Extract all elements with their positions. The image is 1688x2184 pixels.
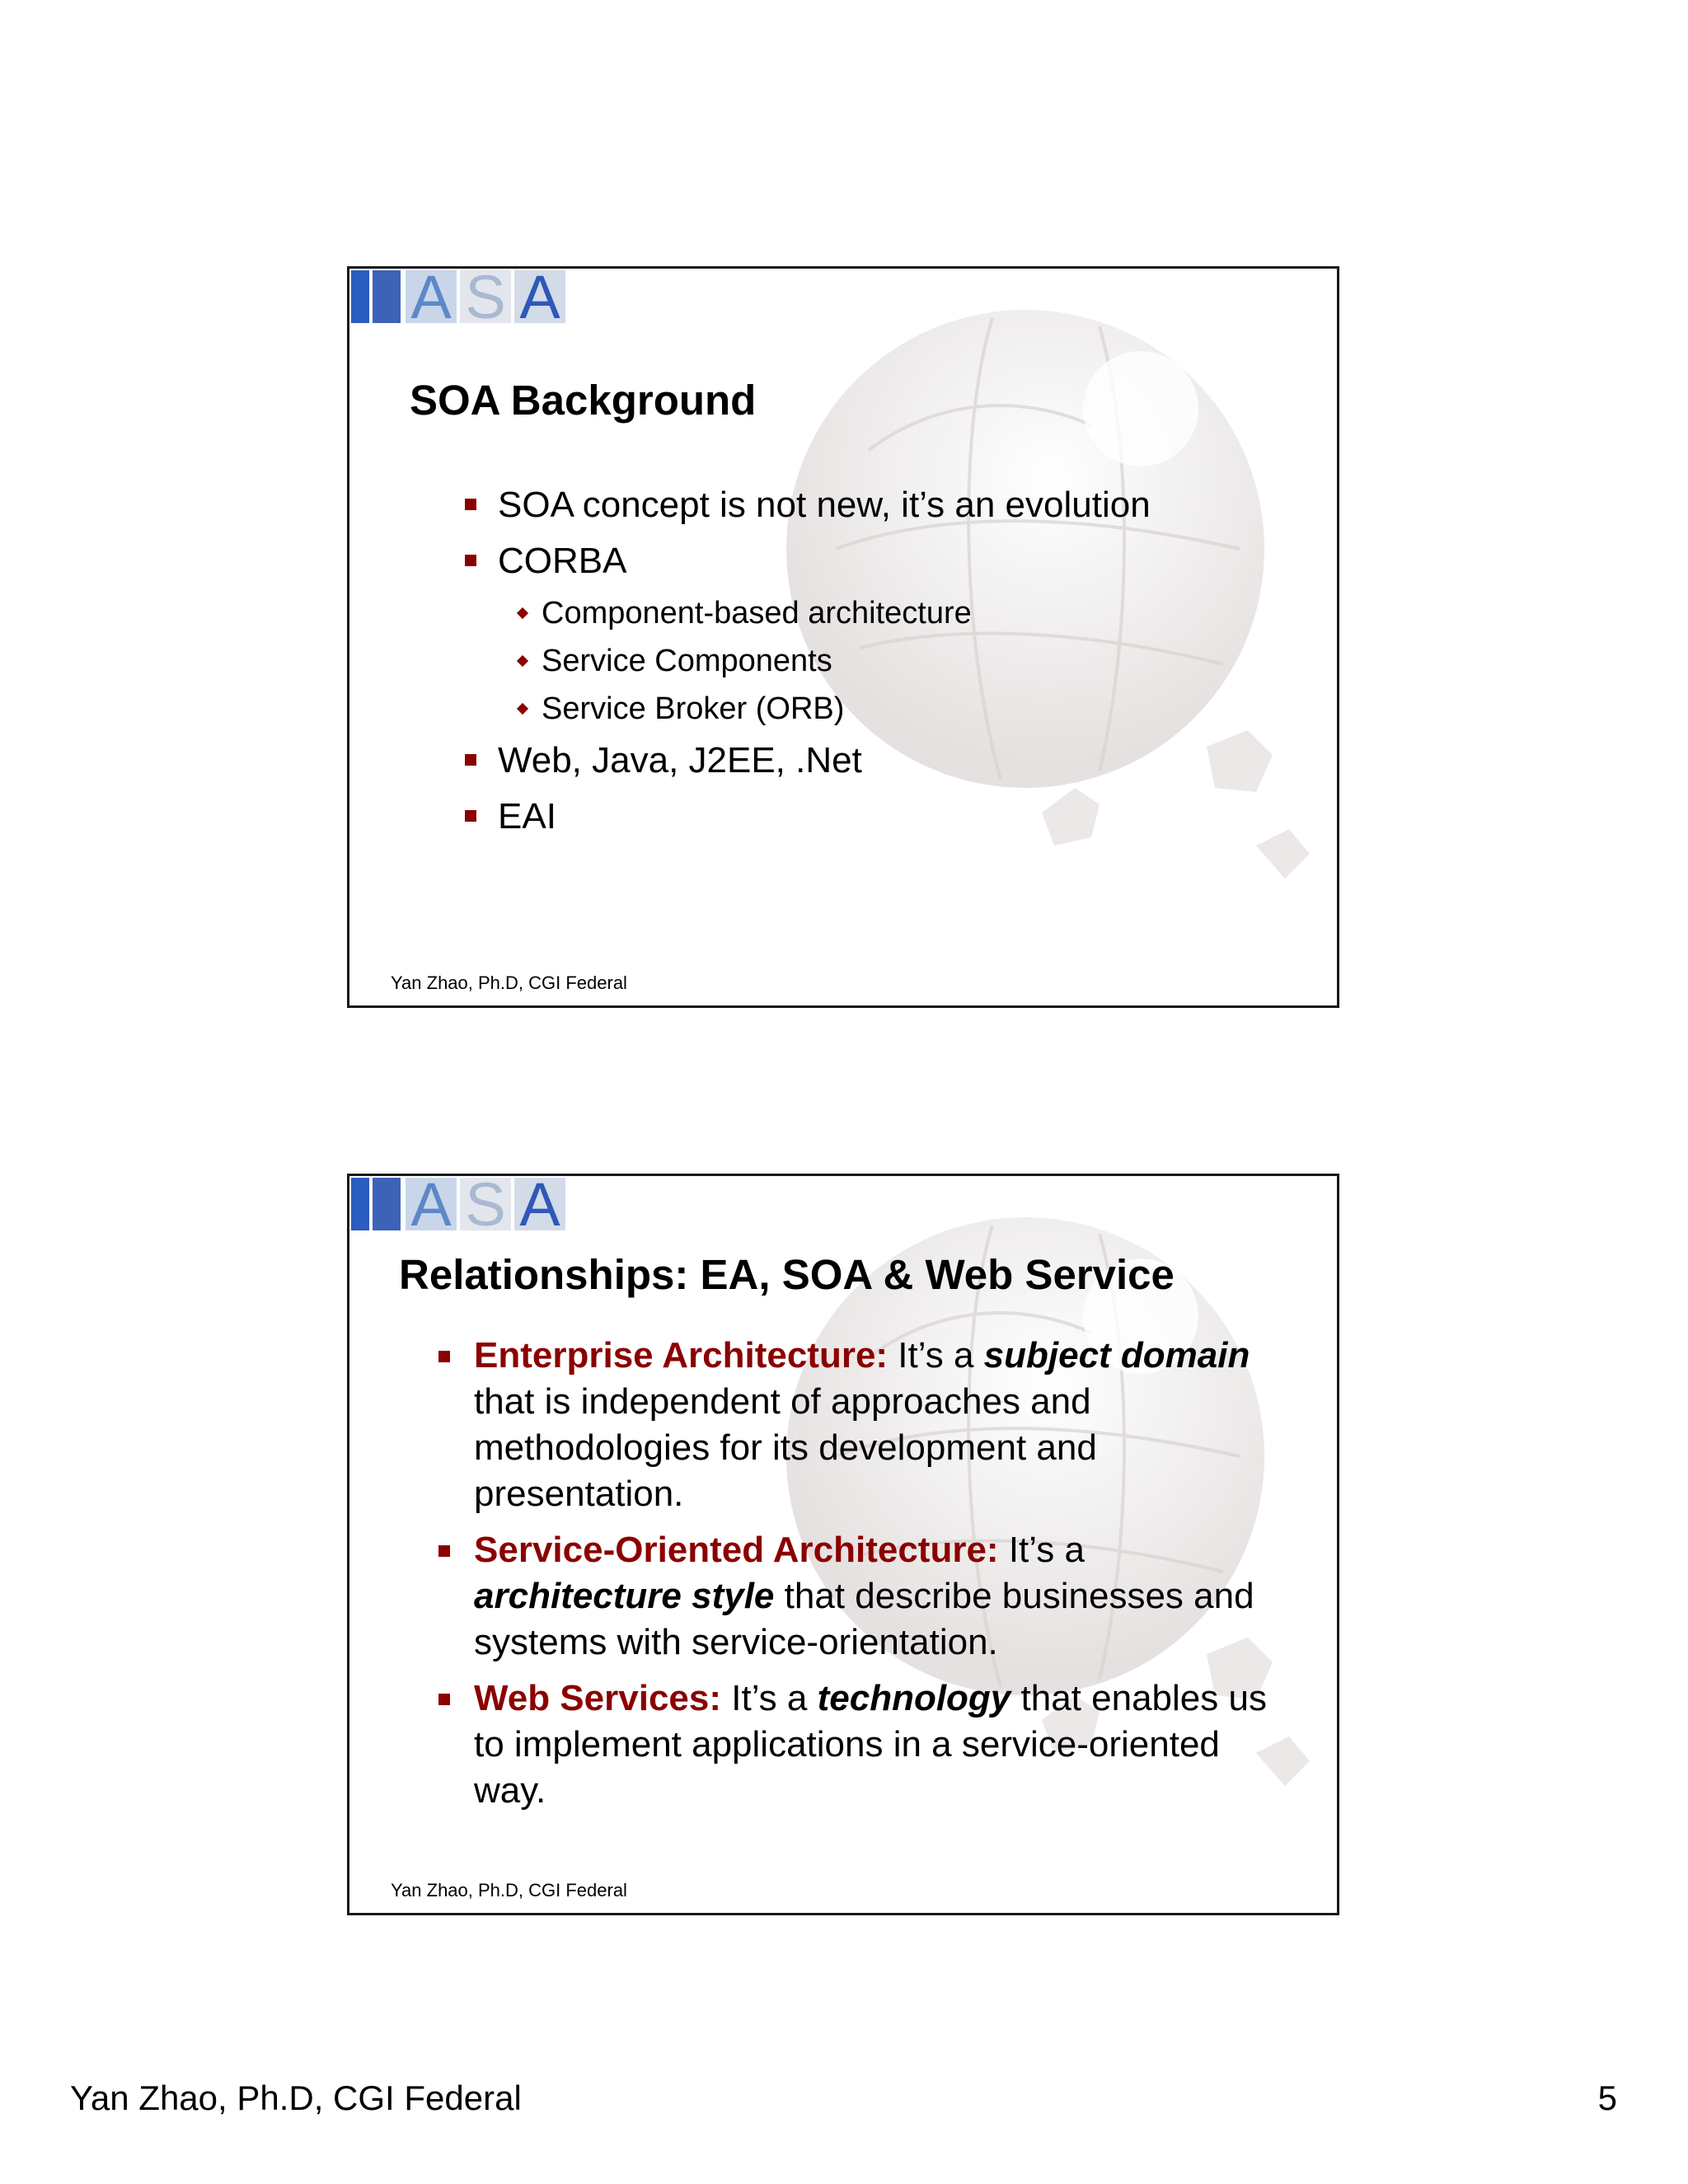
bullet-text: CORBA [498,541,627,581]
page-number: 5 [1597,2079,1617,2117]
diamond-bullet-icon [517,655,528,667]
square-bullet-icon [465,555,476,566]
logo-letter: A [406,1178,457,1230]
logo-bar [351,1178,369,1230]
bullet-item [438,1675,1271,1814]
bullet-item [465,477,1151,533]
bullet-emphasis: architecture style [474,1576,775,1616]
slide-soa-background [347,266,1339,1008]
sub-bullet-item [465,589,1151,637]
bullet-text: Web, Java, J2EE, .Net [498,740,862,780]
sub-bullet-text: Component-based architecture [542,596,972,630]
sub-bullet-text: Service Broker (ORB) [542,691,845,726]
bullet-text: SOA concept is not new, it’s an evolution [498,485,1151,525]
logo-letter: A [514,270,565,323]
bullet-text: It’s a [721,1678,818,1718]
bullet-emphasis: technology [817,1678,1011,1718]
square-bullet-icon [438,1694,450,1705]
bullet-text: EAI [498,796,556,837]
logo-letter: A [514,1178,565,1230]
iasa-logo [351,270,574,323]
slide-title: SOA Background [410,377,757,424]
bullet-list [465,477,1151,845]
bullet-list [438,1333,1271,1824]
slide-footer: Yan Zhao, Ph.D, CGI Federal [391,972,627,993]
slide-footer: Yan Zhao, Ph.D, CGI Federal [391,1880,627,1900]
bullet-item [438,1333,1271,1517]
square-bullet-icon [465,754,476,766]
slide-title: Relationships: EA, SOA & Web Service [399,1251,1175,1298]
logo-letter: I [373,270,401,323]
sub-bullet-item [465,637,1151,685]
logo-letter: S [460,270,511,323]
bullet-text: that describe businesses and systems with service-orientation. [474,1576,1254,1662]
bullet-label: Web Services: [474,1678,722,1718]
square-bullet-icon [438,1545,450,1557]
bullet-label: Service-Oriented Architecture: [474,1530,999,1570]
slide-relationships [347,1174,1339,1915]
diamond-bullet-icon [517,607,528,619]
logo-letter: I [373,1178,401,1230]
bullet-item [438,1527,1271,1666]
square-bullet-icon [438,1351,450,1362]
bullet-label: Enterprise Architecture: [474,1335,889,1376]
logo-letter: A [406,270,457,323]
bullet-text: It’s a [998,1530,1085,1570]
bullet-text: that is independent of approaches and methodologies for its development and presentation. [474,1381,1097,1514]
diamond-bullet-icon [517,703,528,715]
bullet-emphasis: subject domain [983,1335,1250,1376]
logo-letter: S [460,1178,511,1230]
square-bullet-icon [465,499,476,510]
logo-bar [351,270,369,323]
iasa-logo [351,1178,574,1230]
bullet-item [465,733,1151,789]
sub-bullet-item [465,685,1151,733]
page-footer-author: Yan Zhao, Ph.D, CGI Federal [70,2079,522,2117]
bullet-text: that enables us to implement applications in a service-oriented way. [474,1678,1267,1811]
bullet-item [465,533,1151,589]
sub-bullet-text: Service Components [542,644,832,678]
square-bullet-icon [465,810,476,822]
bullet-text: It’s a [888,1335,984,1376]
bullet-item [465,789,1151,845]
